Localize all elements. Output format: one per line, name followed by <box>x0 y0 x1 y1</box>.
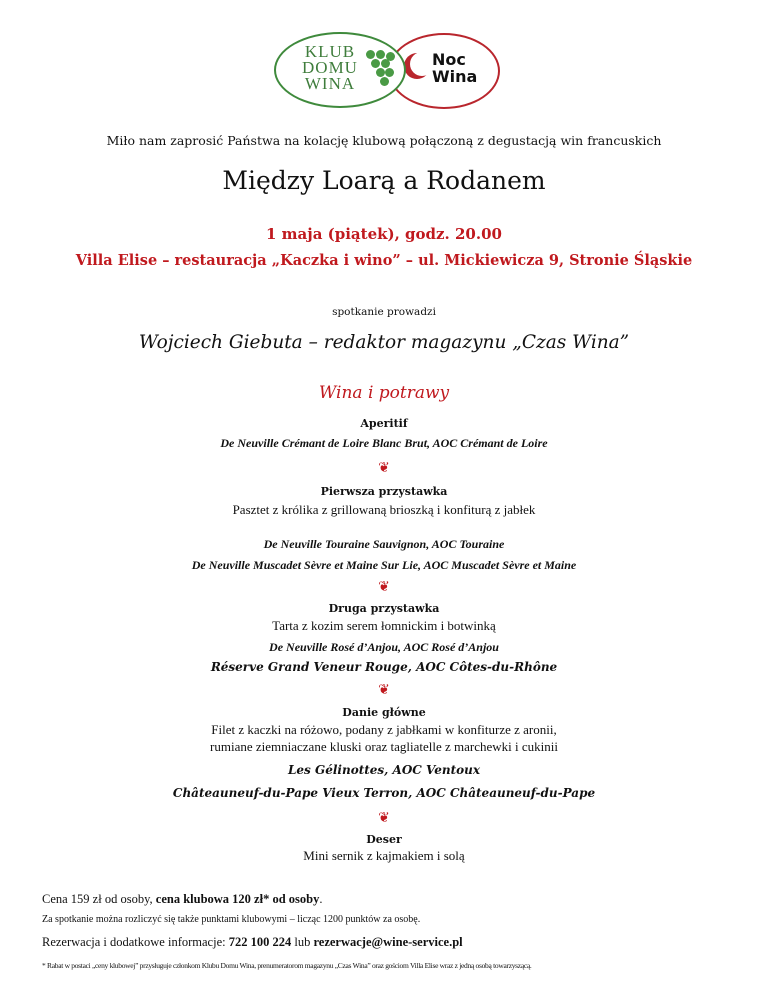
klub-domu-wina-logo <box>274 32 406 108</box>
wine-second-2: Réserve Grand Veneur Rouge, AOC Côtes-du-Rhône <box>210 660 558 674</box>
wine-first-1: De Neuville Touraine Sauvignon, AOC Touraine <box>263 537 505 551</box>
course-label-main: Danie główne <box>342 706 426 719</box>
ornament-divider: ❦ <box>378 579 390 595</box>
dish-first: Pasztet z królika z grillowaną brioszką i konfiturą z jabłek <box>232 502 536 517</box>
event-venue: Villa Elise – restauracja „Kaczka i wino” – ul. Mickiewicza 9, Stronie Śląskie <box>75 252 693 269</box>
noc-logo-line2: Wina <box>432 67 478 86</box>
price-line <box>42 892 322 907</box>
reservation-line <box>42 935 463 950</box>
invitation-text: Miło nam zaprosić Państwa na kolację klubową połączoną z degustacją win francuskich <box>106 133 662 148</box>
wine-main-2: Châteauneuf-du-Pape Vieux Terron, AOC Châteauneuf-du-Pape <box>172 786 596 800</box>
ornament-divider: ❦ <box>378 460 390 476</box>
reservation-email[interactable]: rezerwacje@wine-service.pl <box>313 935 463 949</box>
dish-main-line2: rumiane ziemniaczane kluski oraz tagliatelle z marchewki i cukinii <box>210 739 558 754</box>
klub-logo-line2: DOMU <box>302 58 358 77</box>
section-title: Wina i potrawy <box>318 383 450 403</box>
klub-logo-line3: WINA <box>304 74 356 93</box>
course-label-aperitif: Aperitif <box>360 417 408 430</box>
wine-second-1: De Neuville Rosé d’Anjou, AOC Rosé d’Anjou <box>269 640 499 654</box>
course-label-dessert: Deser <box>366 833 402 846</box>
wine-aperitif: De Neuville Crémant de Loire Blanc Brut, AOC Crémant de Loire <box>220 436 548 450</box>
reservation-or: lub <box>291 935 314 949</box>
course-label-first: Pierwsza przystawka <box>320 485 448 498</box>
moon-icon-cutout <box>410 52 434 76</box>
event-title: Między Loarą a Rodanem <box>222 166 546 195</box>
host-name: Wojciech Giebuta – redaktor magazynu „Czas Wina” <box>138 332 630 353</box>
grapes-icon <box>366 50 396 86</box>
dish-main-line1: Filet z kaczki na różowo, podany z jabłkami w konfiturze z aronii, <box>211 722 557 737</box>
price-club: cena klubowa 120 zł* od osoby <box>155 892 320 906</box>
host-label: spotkanie prowadzi <box>332 306 436 318</box>
reservation-phone[interactable]: 722 100 224 <box>228 935 292 949</box>
wine-first-2: De Neuville Muscadet Sèvre et Maine Sur Lie, AOC Muscadet Sèvre et Maine <box>191 558 577 572</box>
price-suffix: . <box>319 892 323 906</box>
noc-logo-line1: Noc <box>432 50 466 69</box>
logo-group <box>272 30 502 110</box>
points-note: Za spotkanie można rozliczyć się także punktami klubowymi – licząc 1200 punktów za osobę. <box>42 914 421 925</box>
wine-main-1: Les Gélinottes, AOC Ventoux <box>287 763 481 777</box>
ornament-divider: ❦ <box>378 682 390 698</box>
price-regular: Cena 159 zł od osoby, <box>42 892 156 906</box>
dish-second: Tarta z kozim serem łomnickim i botwinką <box>272 618 496 633</box>
event-date: 1 maja (piątek), godz. 20.00 <box>266 225 502 243</box>
reservation-label: Rezerwacja i dodatkowe informacje: <box>42 935 229 949</box>
course-label-second: Druga przystawka <box>328 602 440 615</box>
footnote: * Rabat w postaci „ceny klubowej” przysługuje członkom Klubu Domu Wina, prenumeratorom magazynu „Czas Wina” oraz gościom Villa Elise wraz z jedną osobą towarzyszącą. <box>42 961 532 970</box>
dish-dessert: Mini sernik z kajmakiem i solą <box>303 848 465 863</box>
klub-logo-line1: KLUB <box>304 42 356 61</box>
ornament-divider: ❦ <box>378 810 390 826</box>
